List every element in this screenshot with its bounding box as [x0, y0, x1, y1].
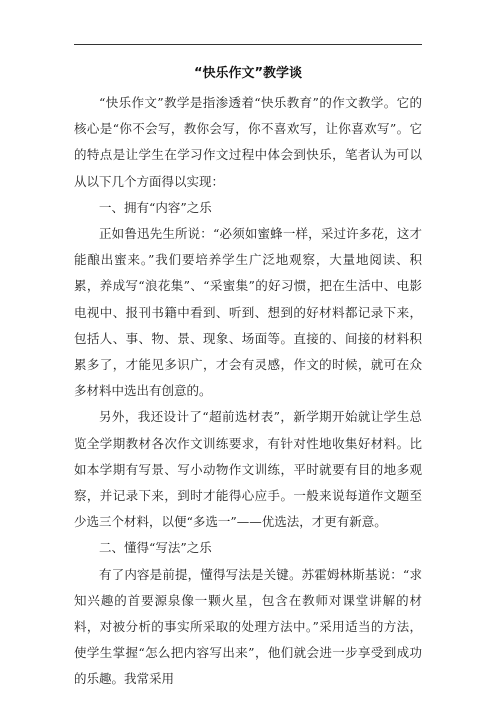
intro-paragraph: “快乐作文”教学是指渗透着“快乐教育”的作文教学。它的核心是“你不会写，教你会写，你不喜欢写，让你喜欢写”。它的特点是让学生在学习作文过程中体会到快乐，笔者认为可以从以下几个方面得以实现：	[74, 95, 422, 189]
section-heading-2: 二、懂得“写法”之乐	[99, 540, 212, 556]
body-paragraph: 正如鲁迅先生所说：“必须如蜜蜂一样，采过许多花，这才能酿出蜜来。”我们要培养学生广泛地观察，大量地阅读、积累，养成写“浪花集”、“采蜜集”的好习惯，把在生活中、电影电视中、报刊书籍中看到、听到、想到的好材料都记录下来，包括人、事、物、景、现象、场面等。直接的、间接的材料积累多了，才能见多识广，才会有灵感，作文的时候，就可在众多材料中选出有创意的。	[74, 226, 422, 399]
section-heading-1: 一、拥有“内容”之乐	[99, 199, 212, 215]
body-paragraph: 有了内容是前提，懂得写法是关键。苏霍姆林斯基说：“求知兴趣的首要源泉像一颗火星，包含在教师对课堂讲解的材料，对被分析的事实所采取的处理方法中。”采用适当的方法，使学生掌握“怎么把内容写出来”，他们就会进一步享受到成功的乐趣。我常采用	[74, 566, 422, 687]
document-body	[74, 63, 422, 693]
document-title: “快乐作文”教学谈	[193, 66, 303, 81]
body-paragraph: 另外，我还设计了“超前选材表”，新学期开始就让学生总览全学期教材各次作文训练要求，有针对性地收集好材料。比如本学期有写景、写小动物作文训练，平时就要有目的地多观察，并记录下来，到时才能得心应手。一般来说每道作文题至少选三个材料，以便“多选一”——优选法，才更有新意。	[74, 409, 422, 530]
header-rule	[74, 44, 422, 45]
